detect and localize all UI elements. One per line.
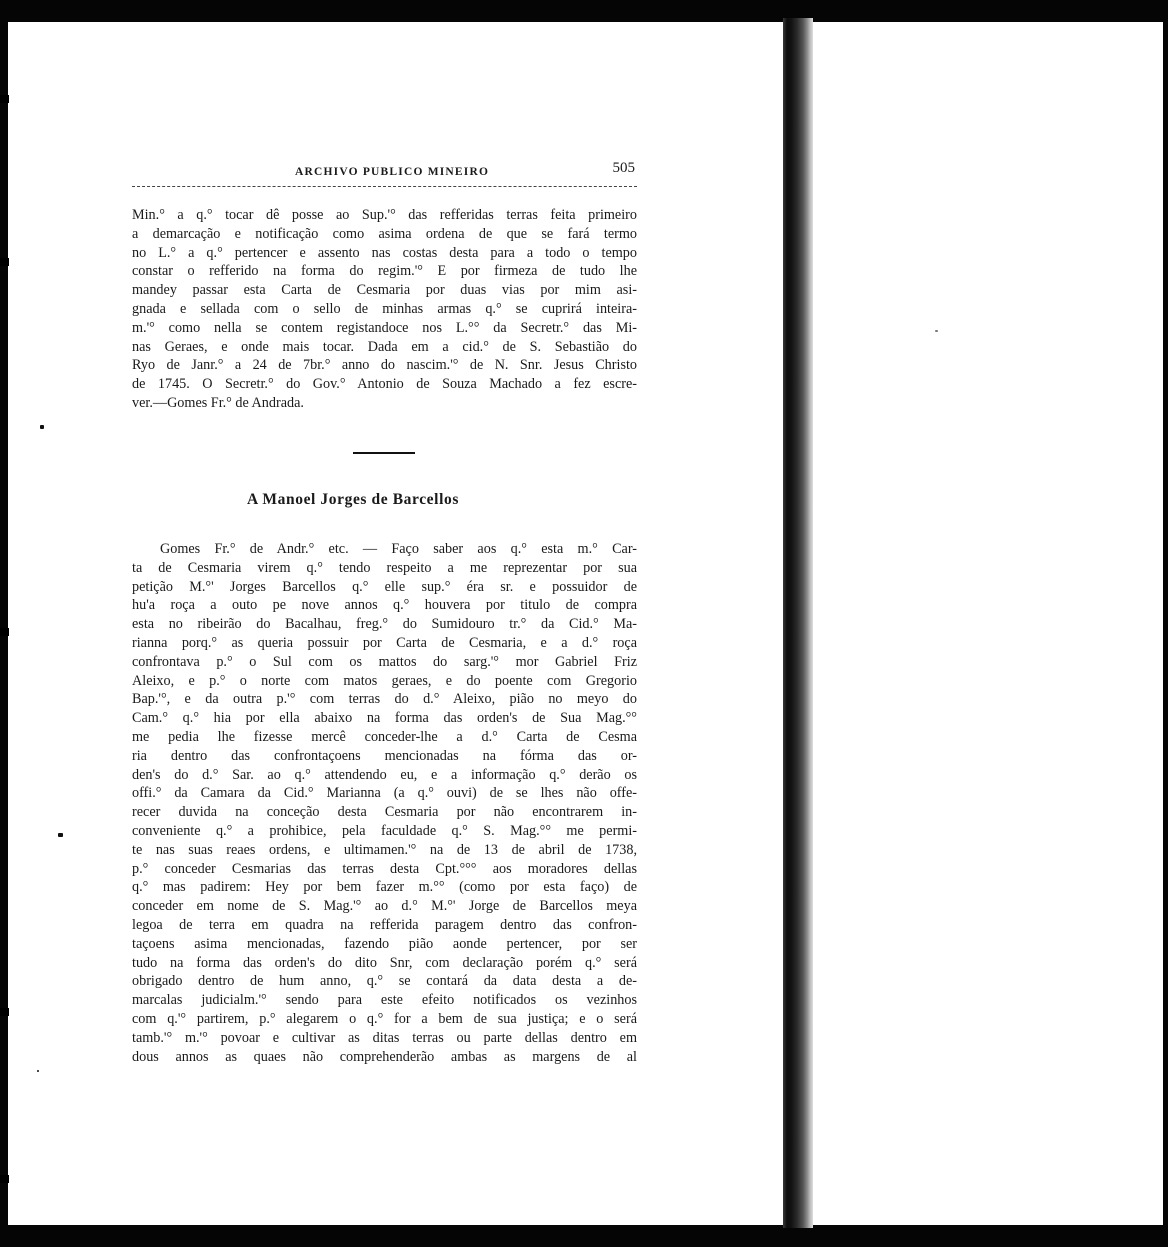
text-line: recer duvida na conceção desta Cesmaria por não encontrarem in-: [132, 804, 637, 821]
text-line: esta no ribeirão do Bacalhau, freg.° do Sumidouro tr.° da Cid.° Ma-: [132, 616, 637, 633]
text-line: no L.° a q.° pertencer e assento nas costas desta para a todo o tempo: [132, 244, 637, 261]
text-line: Aleixo, e p.° o norte com matos geraes, e do poente com Gregorio: [132, 672, 637, 689]
scan-border-left: [0, 0, 8, 1247]
scan-border-right: [1163, 0, 1168, 1247]
scan-mark: [0, 258, 9, 266]
text-line: q.° mas padirem: Hey por bem fazer m.°° (como por esta faço) de: [132, 879, 637, 896]
text-line: m.'° como nella se contem registandoce nos L.°° da Secretr.° das Mi-: [132, 319, 637, 336]
scan-mark: [0, 1175, 9, 1183]
text-line: dous annos as quaes não comprehenderão ambas as margens de al: [132, 1048, 637, 1065]
page-header: [135, 160, 635, 188]
text-line: obrigado dentro de hum anno, q.° se contará da data desta a de-: [132, 973, 637, 990]
text-line: nas Geraes, e onde mais tocar. Dada em a cid.° de S. Sebastião do: [132, 338, 637, 355]
text-line: Gomes Fr.° de Andr.° etc. — Faço saber aos q.° esta m.° Car-: [160, 541, 637, 557]
paragraph-body: [132, 540, 637, 1066]
scan-mark: [0, 1008, 9, 1016]
scan-speck: [40, 425, 44, 429]
text-line: ta de Cesmaria virem q.° tendo respeito a me reprezentar por sua: [132, 559, 637, 576]
text-line: mandey passar esta Carta de Cesmaria por duas vias por mim asi-: [132, 282, 637, 299]
text-line: confrontava p.° o Sul com os mattos do sarg.'° mor Gabriel Friz: [132, 653, 637, 670]
paragraph-continuation: [132, 206, 637, 413]
text-line: p.° conceder Cesmarias das terras desta Cpt.°°° aos moradores dellas: [132, 860, 637, 877]
scan-border-top: [0, 0, 1168, 22]
text-line: conceder em nome de S. Mag.'° ao d.° M.°' Jorge de Barcellos meya: [132, 898, 637, 915]
text-line: petição M.°' Jorges Barcellos q.° elle sup.° éra sr. e possuidor de: [132, 578, 637, 595]
text-line: legoa de terra em quadra na refferida paragem dentro das confron-: [132, 916, 637, 933]
scan-border-bottom: [0, 1225, 1168, 1247]
header-rule: [132, 186, 637, 187]
text-line: taçoens asima mencionadas, fazendo pião aonde pertencer, por ser: [132, 935, 637, 952]
text-line: Ryo de Janr.° a 24 de 7br.° anno do nascim.'° de N. Snr. Jesus Christo: [132, 357, 637, 374]
scan-speck: [58, 833, 63, 837]
text-line: ver.—Gomes Fr.° de Andrada.: [132, 394, 304, 411]
book-spine-shadow: [783, 18, 813, 1228]
section-separator: [353, 452, 415, 454]
scan-mark: [0, 628, 9, 636]
text-line: offi.° da Camara da Cid.° Marianna (a q.° ouvi) de se lhes não offe-: [132, 785, 637, 802]
text-line: te nas suas reaes ordens, e ultimamen.'° na de 13 de abril de 1738,: [132, 841, 637, 858]
text-line: ria dentro das confrontaçoens mencionadas na fórma das or-: [132, 747, 637, 764]
text-line: conveniente q.° a prohibice, pela faculdade q.° S. Mag.°° me permi-: [132, 822, 637, 839]
text-line: tudo na forma das orden's do dito Snr, com declaração porém q.° será: [132, 954, 637, 971]
scan-speck: [37, 1070, 39, 1072]
text-line: me pedia lhe fizesse mercê conceder-lhe a d.° Carta de Cesma: [132, 728, 637, 745]
running-title: ARCHIVO PUBLICO MINEIRO: [295, 166, 490, 178]
scan-speck: [935, 330, 938, 332]
text-line: Min.° a q.° tocar dê posse ao Sup.'° das refferidas terras feita primeiro: [132, 207, 637, 223]
text-line: de 1745. O Secretr.° do Gov.° Antonio de Souza Machado a fez escre-: [132, 376, 637, 393]
text-line: gnada e sellada com o sello de minhas armas q.° se cuprirá inteira-: [132, 300, 637, 317]
scan-mark: [0, 95, 9, 103]
text-line: com q.'° partirem, p.° alegarem o q.° for a bem de sua justiça; e o será: [132, 1010, 637, 1027]
text-line: a demarcação e notificação como asima ordena de que se fará termo: [132, 225, 637, 242]
page-number: 505: [612, 160, 635, 176]
text-line: marcalas judicialm.'° sendo para este efeito notificados os vezinhos: [132, 992, 637, 1009]
text-line: rianna porq.° as queria possuir por Carta de Cesmaria, e a d.° roça: [132, 634, 637, 651]
text-line: constar o refferido na forma do regim.'° E por firmeza de tudo lhe: [132, 263, 637, 280]
text-line: Bap.'°, e da outra p.'° com terras do d.° Aleixo, pião no meyo do: [132, 691, 637, 708]
section-heading: A Manoel Jorges de Barcellos: [247, 491, 459, 508]
text-line: Cam.° q.° hia por ella abaixo na forma das orden's de Sua Mag.°°: [132, 710, 637, 727]
text-line: tamb.'° m.'° povoar e cultivar as ditas terras ou parte dellas dentro em: [132, 1029, 637, 1046]
text-line: den's do d.° Sar. ao q.° attendendo eu, e a informação q.° derão os: [132, 766, 637, 783]
text-line: hu'a roça a outo pe nove annos q.° houvera por titulo de compra: [132, 597, 637, 614]
